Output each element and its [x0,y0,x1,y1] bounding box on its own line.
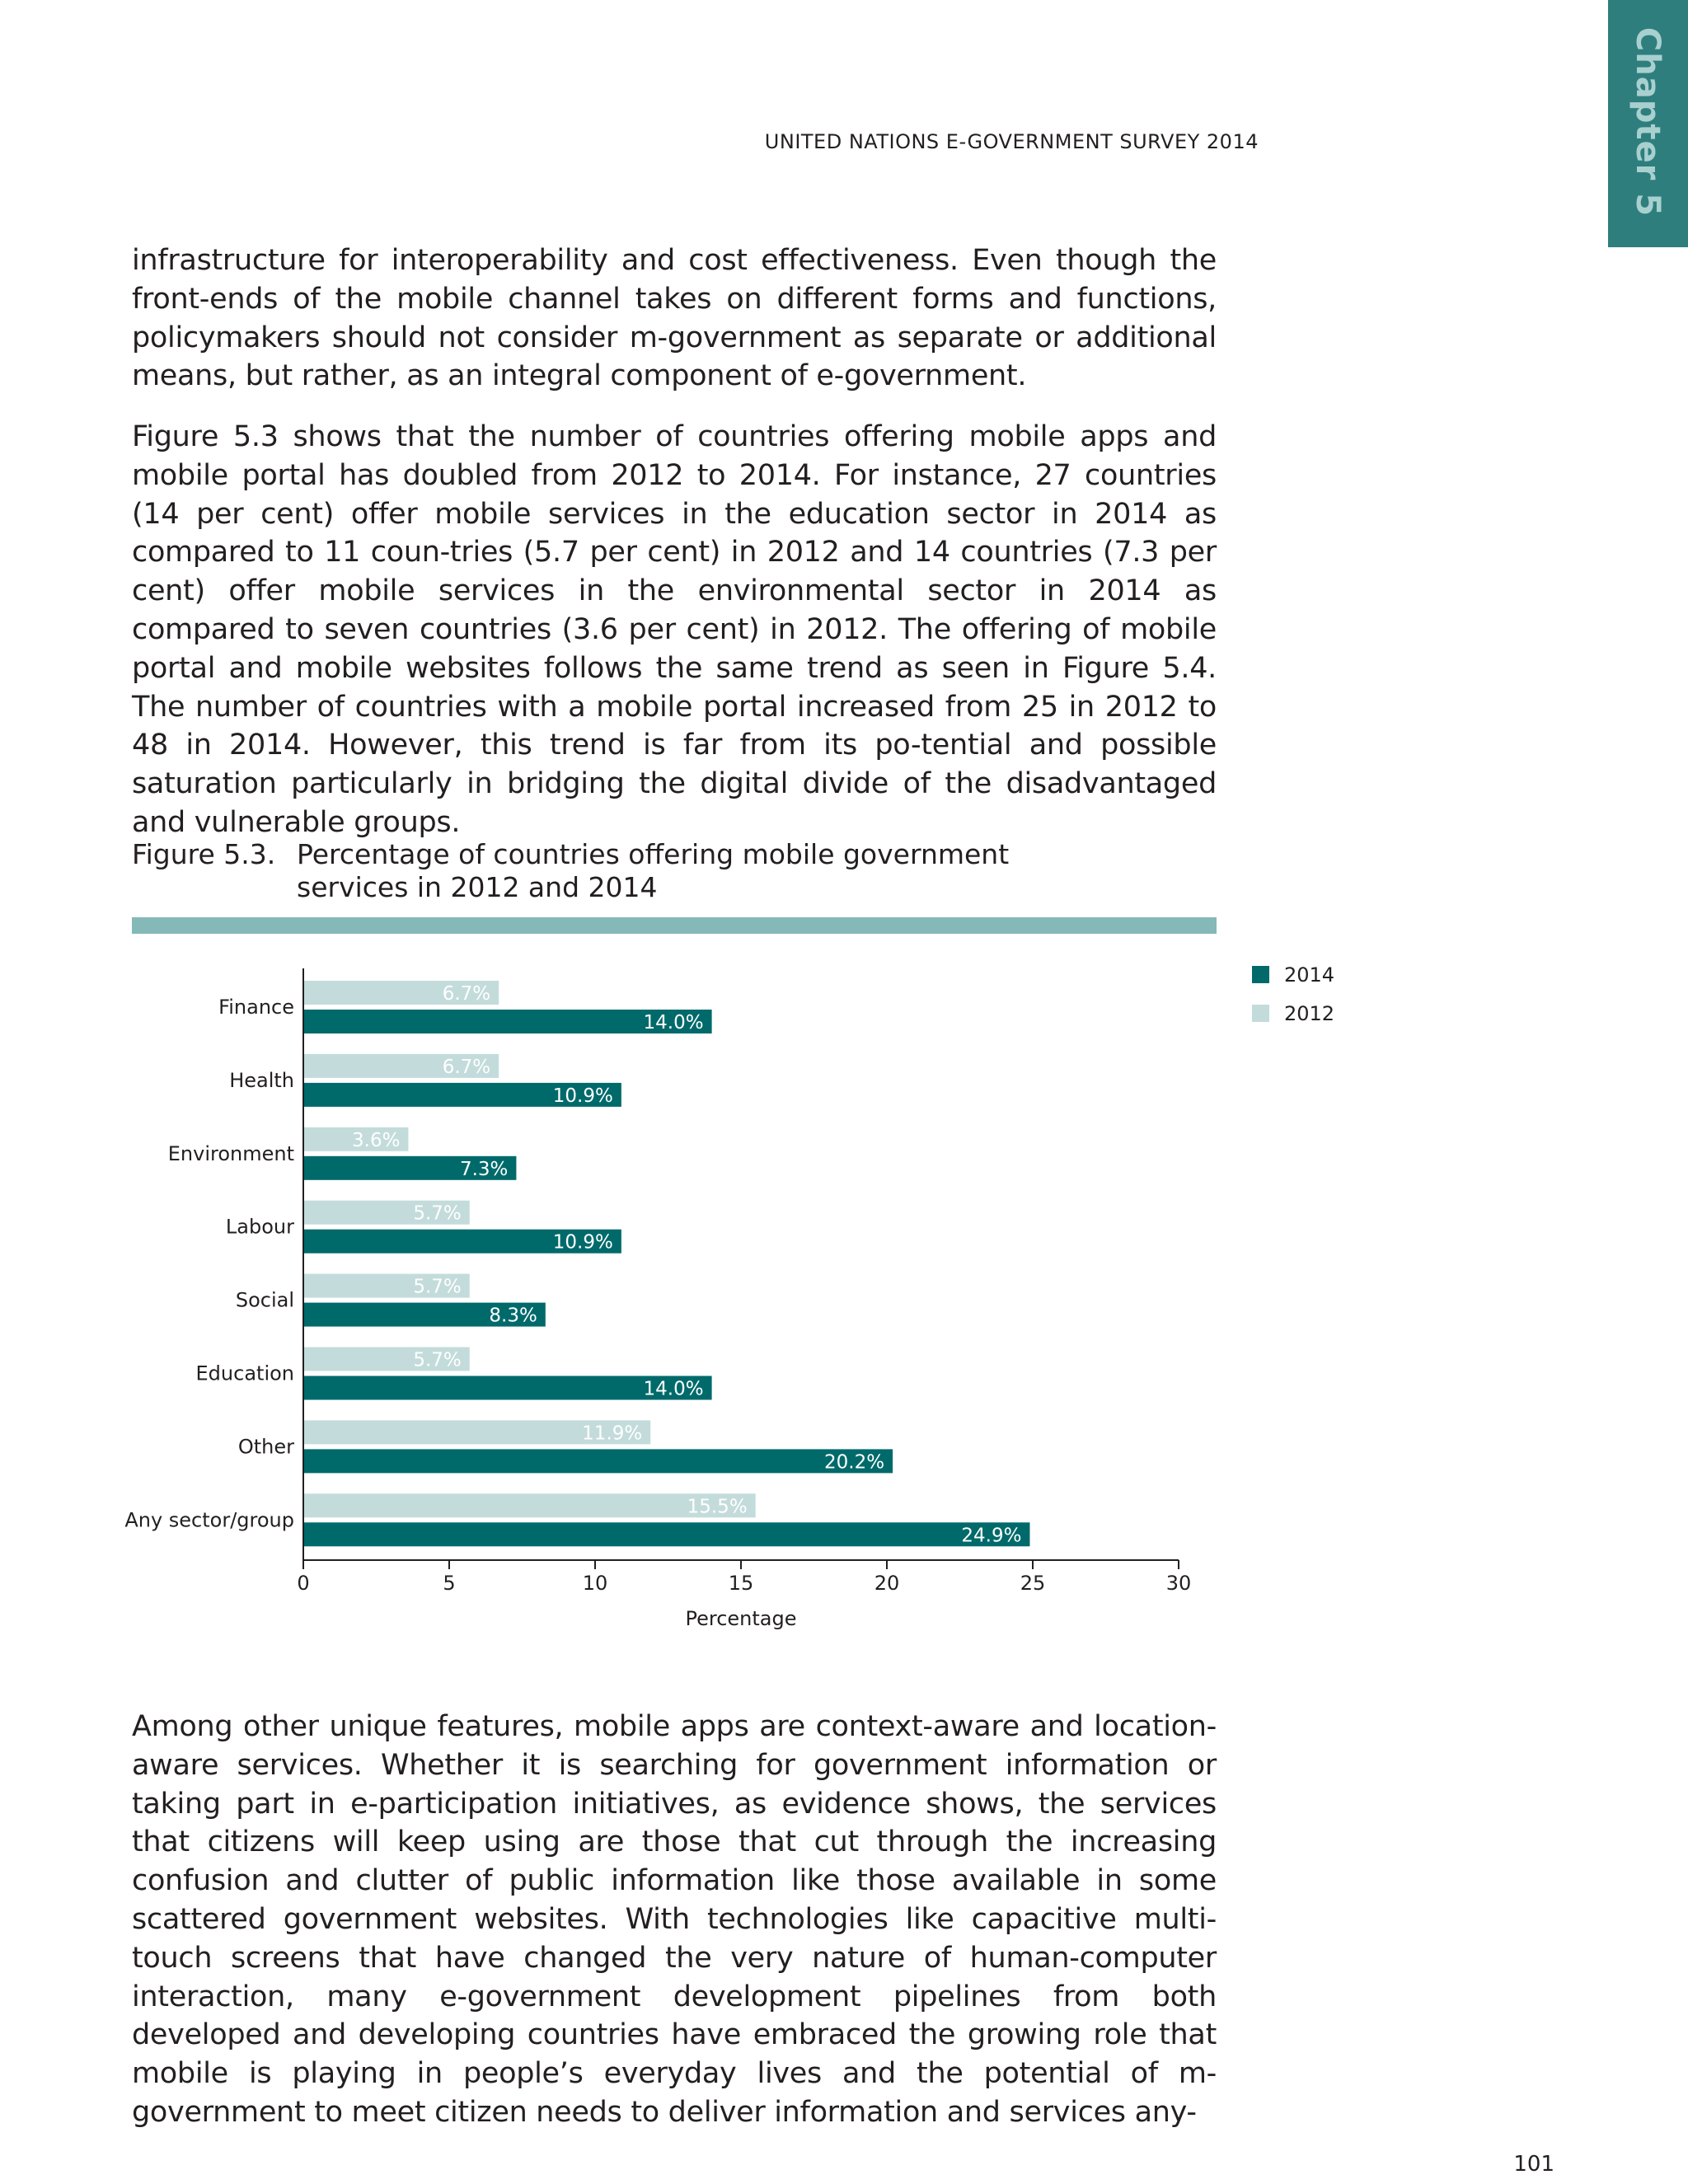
category-label-education: Education [195,1361,294,1385]
category-label-any-sector-group: Any sector/group [124,1508,294,1532]
bar-label-2012-any-sector-group: 15.5% [687,1496,748,1518]
page-number: 101 [1513,2152,1554,2177]
bar-label-2012-health: 6.7% [442,1056,491,1078]
bar-label-2014-any-sector-group: 24.9% [961,1525,1022,1547]
bar-label-2014-other: 20.2% [824,1451,885,1474]
bar-label-2014-environment: 7.3% [459,1158,509,1180]
bar-label-2012-social: 5.7% [413,1276,462,1298]
x-tick-label-30: 30 [1165,1572,1192,1595]
category-label-environment: Environment [167,1141,294,1165]
x-tick-label-15: 15 [728,1572,754,1595]
category-label-social: Social [235,1288,294,1312]
x-tick-label-5: 5 [443,1572,456,1595]
figure-number: Figure 5.3. [132,838,276,870]
bar-label-2014-finance: 14.0% [643,1012,704,1033]
bar-2014-any-sector-group [303,1522,1029,1546]
body-paragraph-2: Figure 5.3 shows that the number of countries offering mobile apps and mobile portal has doubled from 2012 to 2014. For instance, 27 countries (14 per cent) offer mobile services in the education sector in 2014 as compared to 11 coun-tries (5.7 per cent) in 2012 and 14 countries (7.3 per cent) offer mobile services in the environmental sector in 2014 as compared to seven countries (3.6 per cent) in 2012. The offering of mobile portal and mobile websites follows the same trend as seen in Figure 5.4. The number of countries with a mobile portal increased from 25 in 2012 to 48 in 2014. However, this trend is far from its po-tential and possible saturation particularly in bridging the digital divide of the disadvantaged and vulnerable groups. [132,420,1217,839]
body-paragraph-3: Among other unique features, mobile apps are context-aware and location-aware services. Whether it is searching for government information or taking part in e-participation initiatives, as evidence shows, the services that citizens will keep using are those that cut through the increasing confusion and clutter of public information like those available in some scattered government websites. With technologies like capacitive multi-touch screens that have changed the very nature of human-computer interaction, many e-government development pipelines from both developed and developing countries have embraced the growing role that mobile is playing in people’s everyday lives and the potential of m-government to meet citizen needs to deliver information and services any- [132,1710,1217,2129]
bar-label-2014-social: 8.3% [489,1305,537,1327]
bar-label-2012-education: 5.7% [413,1349,462,1371]
x-tick-label-20: 20 [874,1572,900,1595]
figure-title: Percentage of countries offering mobile government services in 2012 and 2014 [297,838,1010,903]
bar-label-2012-other: 11.9% [582,1422,643,1445]
category-label-finance: Finance [218,996,294,1019]
bar-2014-other [303,1449,893,1473]
category-label-labour: Labour [225,1215,294,1239]
chapter-tab-label: Chapter 5 [1629,26,1667,218]
category-label-health: Health [229,1068,294,1092]
legend-swatch-2014 [1252,966,1269,983]
legend-swatch-2012 [1252,1005,1269,1022]
legend-label-2012: 2012 [1284,1002,1335,1025]
bar-label-2012-labour: 5.7% [413,1202,462,1225]
bar-label-2012-environment: 3.6% [352,1129,401,1151]
legend-label-2014: 2014 [1284,963,1335,987]
bar-label-2014-health: 10.9% [552,1085,613,1107]
x-axis-title: Percentage [685,1607,797,1630]
x-tick-label-10: 10 [582,1572,608,1595]
bar-label-2014-education: 14.0% [643,1378,704,1400]
x-tick-label-25: 25 [1020,1572,1046,1595]
running-head: UNITED NATIONS E-GOVERNMENT SURVEY 2014 [764,130,1259,153]
bar-label-2012-finance: 6.7% [442,983,491,1005]
bar-label-2014-labour: 10.9% [552,1231,613,1254]
x-tick-label-0: 0 [297,1572,310,1595]
category-label-other: Other [237,1435,294,1459]
body-paragraph-1: infrastructure for interoperability and cost effectiveness. Even though the front-ends of the mobile channel takes on different forms and functions, policymakers should not consider m-government as separate or additional means, but rather, as an integral component of e-government. [132,244,1217,393]
